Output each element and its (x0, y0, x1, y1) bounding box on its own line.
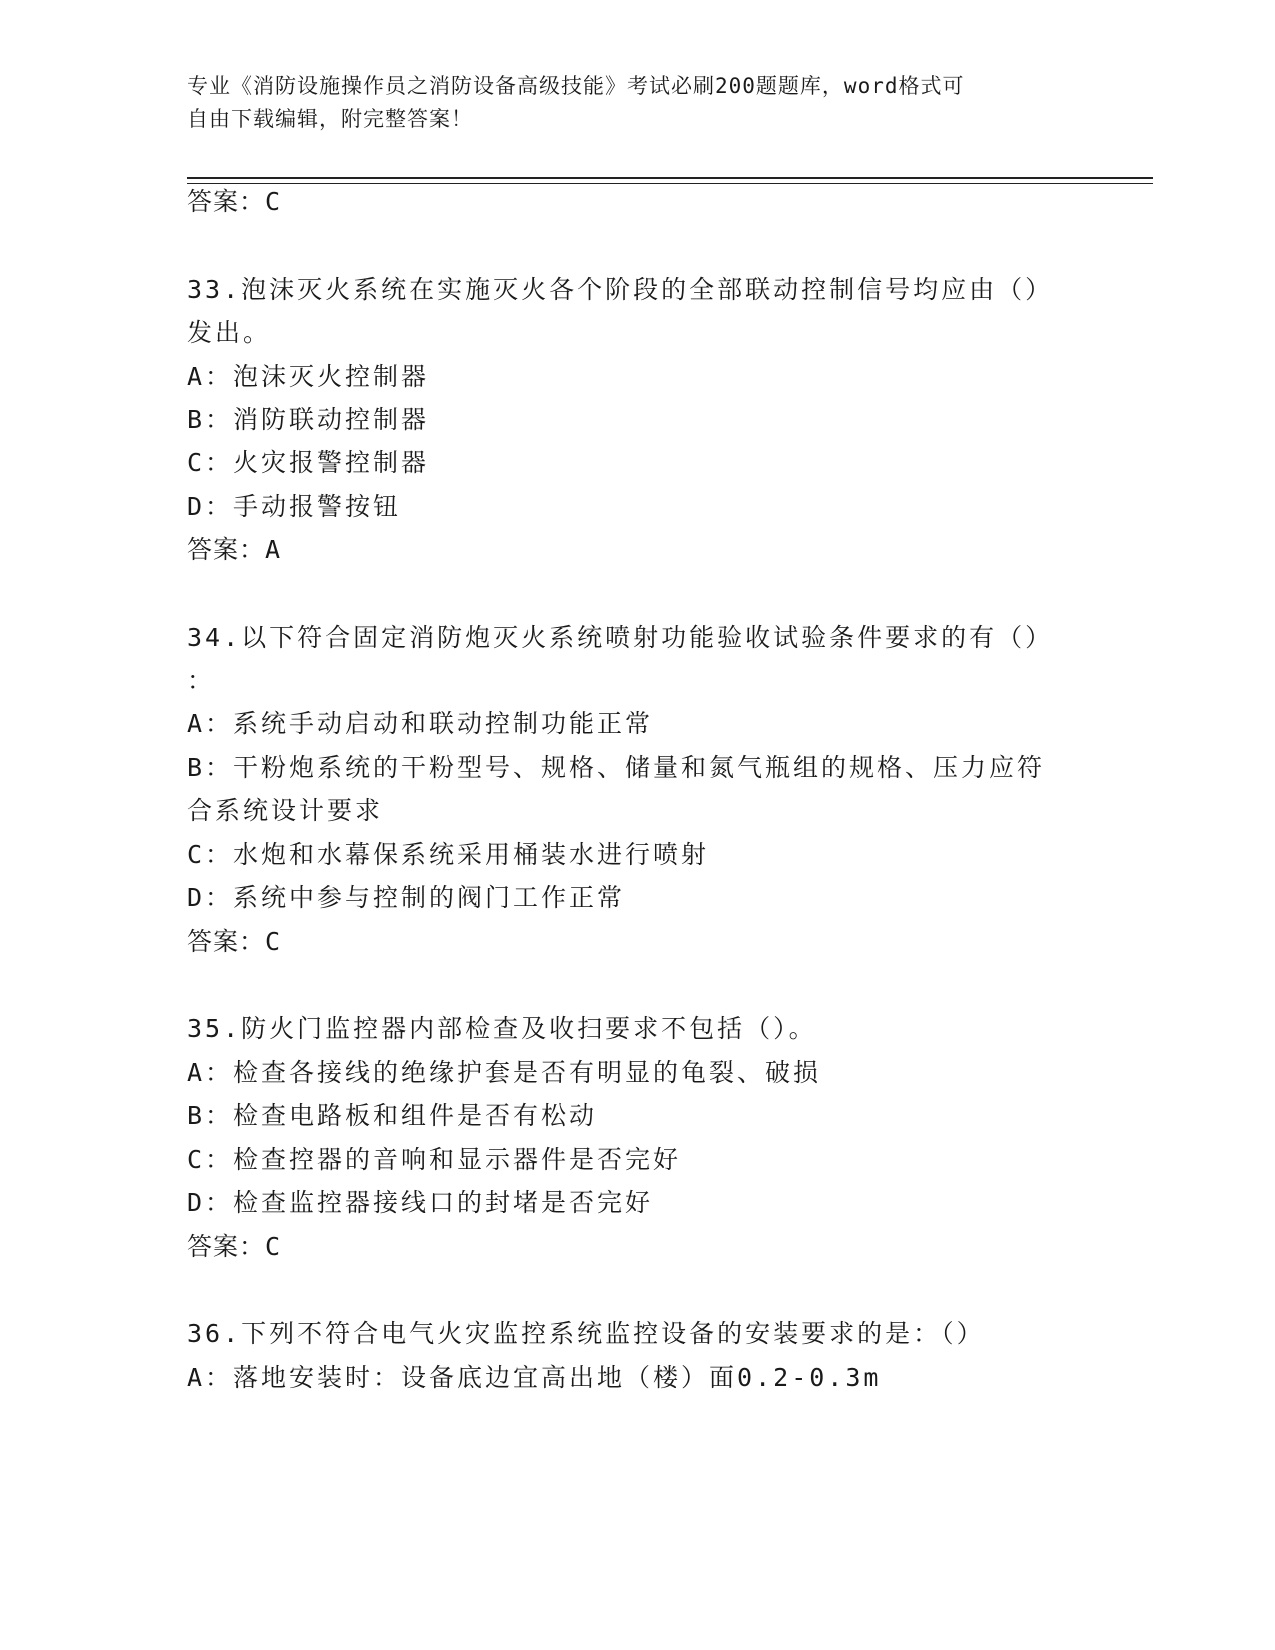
question-stem: 35.防火门监控器内部检查及收扫要求不包括（）。 (187, 1014, 817, 1043)
answer-value: C (265, 1232, 282, 1261)
option-a: A：检查各接线的绝缘护套是否有明显的龟裂、破损 (187, 1058, 822, 1087)
header-line-2: 自由下载编辑，附完整答案！ (187, 107, 473, 131)
answer-value: A (265, 535, 282, 564)
answer-value: C (265, 187, 282, 216)
answer-line (187, 926, 281, 958)
question-stem: 33.泡沫灭火系统在实施灭火各个阶段的全部联动控制信号均应由（） (187, 275, 1054, 304)
question-stem: 34.以下符合固定消防炮灭火系统喷射功能验收试验条件要求的有（） (187, 623, 1054, 652)
question-stem: 36.下列不符合电气火灾监控系统监控设备的安装要求的是：（） (187, 1319, 985, 1348)
option-a: A：系统手动启动和联动控制功能正常 (187, 709, 654, 738)
answer-line (187, 186, 281, 218)
answer-value: C (265, 927, 282, 956)
answer-label: 答案： (187, 927, 266, 956)
option-c: C：水炮和水幕保系统采用桶装水进行喷射 (187, 840, 710, 869)
answer-line (187, 534, 281, 566)
answer-label: 答案： (187, 535, 266, 564)
option-b: B：消防联动控制器 (187, 405, 430, 434)
option-d: D：手动报警按钮 (187, 492, 402, 521)
answer-label: 答案： (187, 187, 266, 216)
header-divider-thin (187, 183, 1153, 184)
option-c: C：检查控器的音响和显示器件是否完好 (187, 1145, 682, 1174)
option-d: D：检查监控器接线口的封堵是否完好 (187, 1188, 654, 1217)
question-stem: ： (187, 666, 216, 695)
document-header (187, 70, 1087, 136)
question-stem: 发出。 (187, 318, 272, 347)
header-line-1: 专业《消防设施操作员之消防设备高级技能》考试必刷200题题库，word格式可 (187, 74, 965, 98)
option-b: B：干粉炮系统的干粉型号、规格、储量和氮气瓶组的规格、压力应符 (187, 753, 1046, 782)
option-b: B：检查电路板和组件是否有松动 (187, 1101, 598, 1130)
option-a: A：落地安装时：设备底边宜高出地（楼）面0.2-0.3m (187, 1363, 882, 1392)
header-divider (187, 177, 1153, 179)
option-a: A：泡沫灭火控制器 (187, 362, 430, 391)
answer-line (187, 1231, 281, 1263)
answer-label: 答案： (187, 1232, 266, 1261)
option-b-continued: 合系统设计要求 (187, 796, 384, 825)
option-c: C：火灾报警控制器 (187, 448, 430, 477)
option-d: D：系统中参与控制的阀门工作正常 (187, 883, 626, 912)
